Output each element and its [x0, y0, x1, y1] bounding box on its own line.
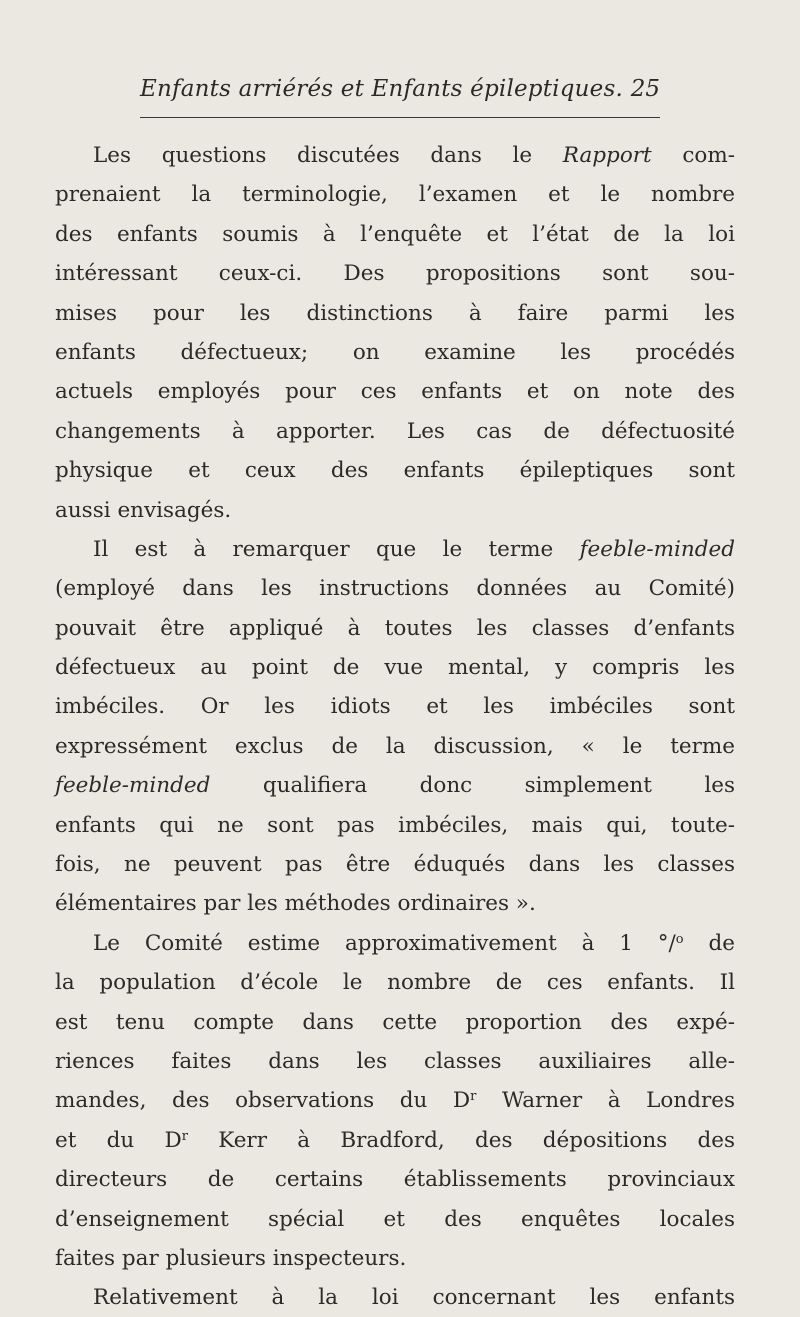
body-text — [55, 136, 735, 1317]
text-line: expressément exclus de la discussion, « le terme — [55, 733, 735, 759]
text-line: imbéciles. Or les idiots et les imbéciles sont — [55, 694, 735, 720]
text-line: est tenu compte dans cette proportion des expé- — [55, 1009, 735, 1035]
italic-term: feeble-minded — [55, 773, 211, 799]
text-line: des enfants soumis à l’enquête et l’état de la loi — [55, 221, 735, 247]
text-line: enfants qui ne sont pas imbéciles, mais qui, toute- — [55, 812, 735, 838]
italic-term: Rapport — [562, 143, 652, 168]
text-line: défectueux au point de vue mental, y compris les — [55, 655, 735, 681]
text-line: mises pour les distinctions à faire parmi les — [55, 300, 735, 326]
text-line: Les questions discutées dans le Rapport com- — [93, 143, 735, 168]
text-line: pouvait être appliqué à toutes les classes d’enfants — [55, 615, 735, 641]
text-line: riences faites dans les classes auxiliaires alle- — [55, 1048, 735, 1074]
text-line: Relativement à la loi concernant les enfants — [93, 1285, 735, 1311]
text-line: directeurs de certains établissements provinciaux — [55, 1167, 735, 1193]
italic-term: feeble-minded — [579, 536, 735, 562]
header-rule — [140, 117, 660, 118]
text-line: intéressant ceux-ci. Des propositions sont sou- — [55, 261, 735, 287]
text-line: la population d’école le nombre de ces enfants. Il — [55, 970, 735, 996]
text-line: Il est à remarquer que le terme feeble-minded — [93, 536, 735, 562]
text-line: enfants défectueux; on examine les procédés — [55, 339, 735, 365]
text-line: changements à apporter. Les cas de défectuosité — [55, 418, 735, 444]
text-line: actuels employés pour ces enfants et on note des — [55, 379, 735, 405]
page-number: 25 — [630, 76, 660, 102]
text-line: fois, ne peuvent pas être éduqués dans les classes — [55, 852, 735, 878]
running-head — [140, 76, 660, 110]
text-line: (employé dans les instructions données au Comité) — [55, 576, 735, 602]
running-title: Enfants arriérés et Enfants épileptiques. — [140, 76, 623, 102]
text-line: élémentaires par les méthodes ordinaires ». — [55, 891, 536, 917]
text-line: prenaient la terminologie, l’examen et le nombre — [55, 182, 735, 208]
text-line: physique et ceux des enfants épileptiques sont — [55, 458, 735, 484]
text-line: et du $D^r$ Kerr à Bradford, des dépositions des — [55, 1127, 735, 1153]
text-line: faites par plusieurs inspecteurs. — [55, 1245, 407, 1271]
text-line: feeble-minded qualifiera donc simplement les — [55, 773, 735, 799]
text-line: d’enseignement spécial et des enquêtes locales — [55, 1206, 735, 1232]
text-line: Le Comité estime approximativement à 1 °/$^o$ de — [93, 930, 735, 956]
text-line: mandes, des observations du $D^r$ Warner à Londres — [55, 1088, 735, 1114]
text-line: aussi envisagés. — [55, 497, 232, 523]
